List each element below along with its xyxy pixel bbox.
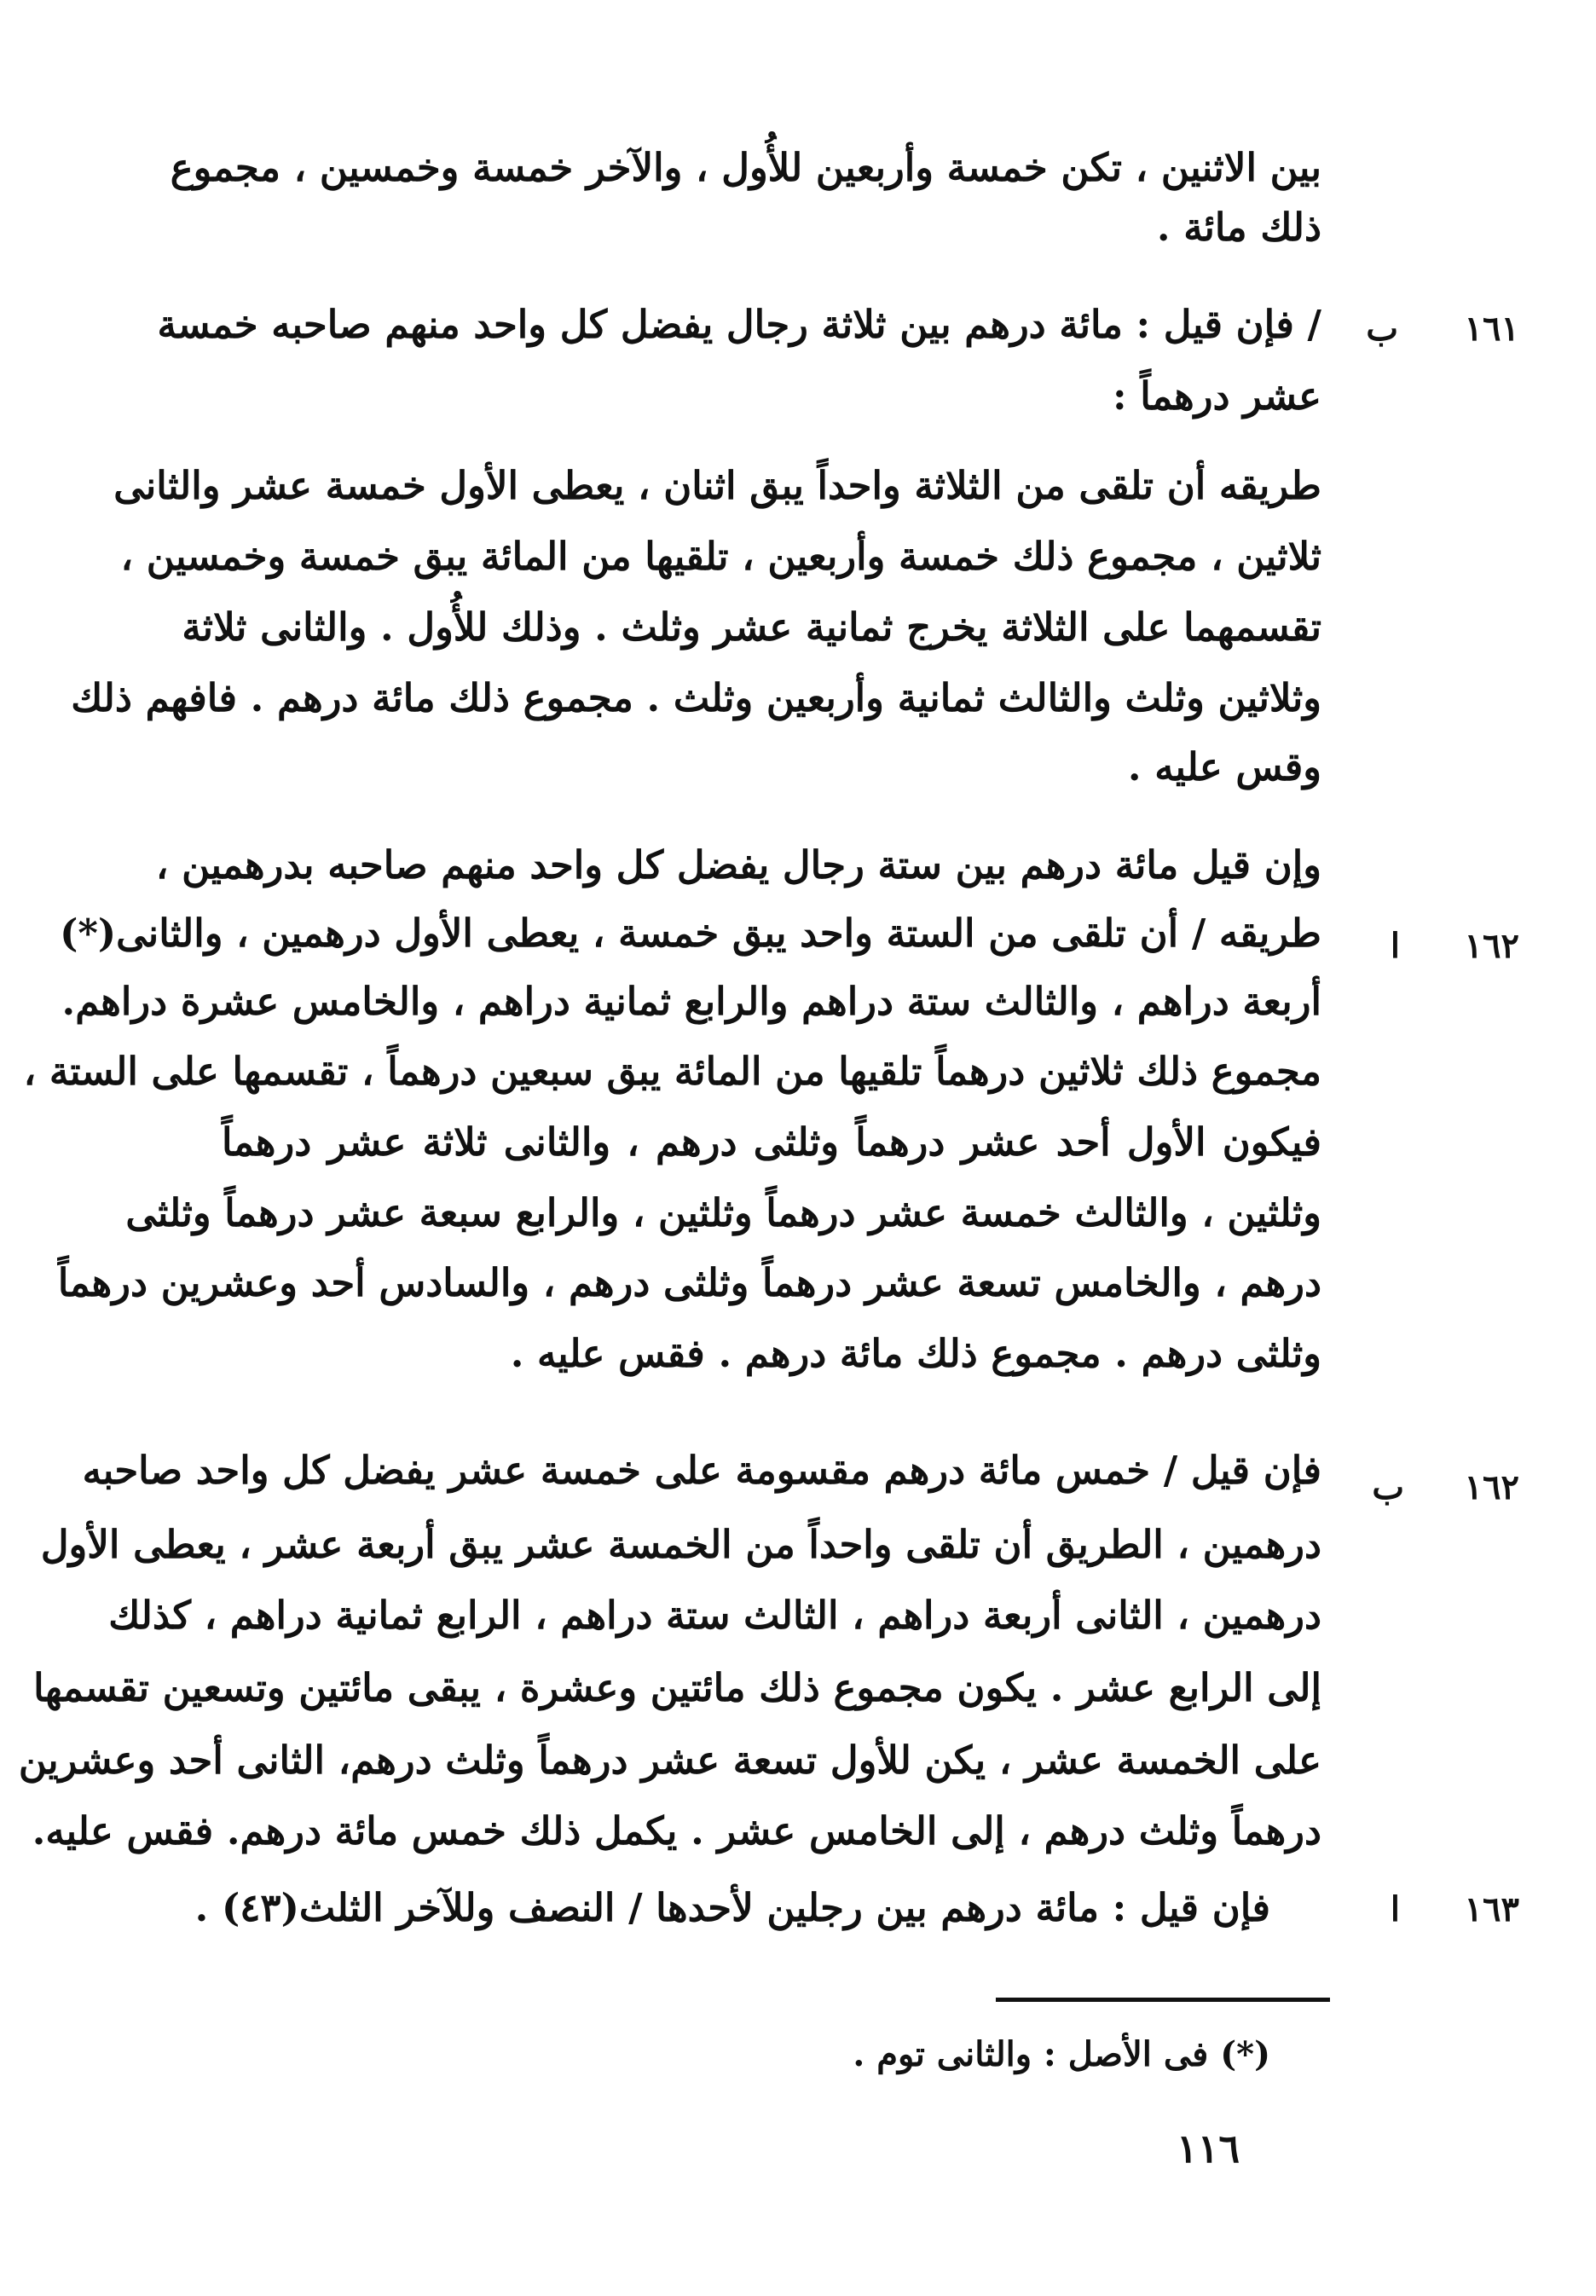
text-line: درهمين ، الثانى أربعة دراهم ، الثالث ستة دراهم ، الرابع ثمانية دراهم ، كذلك — [108, 1593, 1321, 1638]
text-line: درهمين ، الطريق أن تلقى واحداً من الخمسة عشر يبق أربعة عشر ، يعطى الأول — [40, 1522, 1321, 1567]
text-line: وإن قيل مائة درهم بين ستة رجال يفضل كل واحد منهم صاحبه بدرهمين ، — [155, 842, 1321, 888]
footnote-divider — [996, 1998, 1330, 2002]
text-line: تقسمهما على الثلاثة يخرج ثمانية عشر وثلث . وذلك للأُول . والثانى ثلاثة — [182, 604, 1321, 650]
text-line: ذلك مائة . — [1156, 205, 1321, 250]
text-line: درهماً وثلث درهم ، إلى الخامس عشر . يكمل ذلك خمس مائة درهم. فقس عليه. — [32, 1808, 1321, 1854]
margin-note-number: ١٦١ — [1464, 309, 1519, 349]
text-line: أربعة دراهم ، والثالث ستة دراهم والرابع ثمانية دراهم ، والخامس عشرة دراهم. — [61, 979, 1321, 1024]
text-line: وثلاثين وثلث والثالث ثمانية وأربعين وثلث . مجموع ذلك مائة درهم . فافهم ذلك — [71, 675, 1321, 720]
text-line: بين الاثنين ، تكن خمسة وأربعين للأُول ، والآخر خمسة وخمسين ، مجموع — [170, 145, 1321, 190]
text-line: / فإن قيل : مائة درهم بين ثلاثة رجال يفضل كل واحد منهم صاحبه خمسة — [157, 302, 1321, 347]
text-line: طريقه / أن تلقى من الستة واحد يبق خمسة ، يعطى الأول درهمين ، والثانى(*) — [60, 911, 1321, 956]
margin-note-letter: ب — [1366, 309, 1398, 349]
page-number: ١١٦ — [1177, 2125, 1240, 2172]
text-line: فإن قيل / خمس مائة درهم مقسومة على خمسة عشر يفضل كل واحد صاحبه — [82, 1448, 1321, 1493]
margin-note-letter: ا — [1390, 926, 1400, 966]
text-line: فإن قيل : مائة درهم بين رجلين لأحدها / النصف وللآخر الثلث(٤٣) . — [194, 1885, 1270, 1930]
text-line: طريقه أن تلقى من الثلاثة واحداً يبق اثنان ، يعطى الأول خمسة عشر والثانى — [113, 463, 1321, 508]
text-line: وثلثين ، والثالث خمسة عشر درهماً وثلثين ، والرابع سبعة عشر درهماً وثلثى — [125, 1190, 1321, 1235]
margin-note-letter: ب — [1372, 1467, 1404, 1507]
text-line: فيكون الأول أحد عشر درهماً وثلثى درهم ، والثانى ثلاثة عشر درهماً — [222, 1119, 1321, 1165]
margin-note-number: ١٦٣ — [1464, 1889, 1519, 1929]
text-line: عشر درهماً : — [1113, 373, 1321, 419]
text-line: وقس عليه . — [1127, 744, 1321, 789]
text-line: ثلاثين ، مجموع ذلك خمسة وأربعين ، تلقيها من المائة يبق خمسة وخمسين ، — [120, 534, 1321, 579]
text-line: وثلثى درهم . مجموع ذلك مائة درهم . فقس عليه . — [510, 1331, 1321, 1376]
text-line: إلى الرابع عشر . يكون مجموع ذلك مائتين وعشرة ، يبقى مائتين وتسعين تقسمها — [33, 1665, 1321, 1710]
margin-note-letter: ا — [1390, 1889, 1400, 1929]
margin-note-number: ١٦٢ — [1464, 926, 1519, 966]
margin-note-number: ١٦٢ — [1464, 1467, 1519, 1507]
text-line: درهم ، والخامس تسعة عشر درهماً وثلثى درهم ، والسادس أحد وعشرين درهماً — [57, 1260, 1321, 1305]
text-line: على الخمسة عشر ، يكن للأول تسعة عشر درهماً وثلث درهم، الثانى أحد وعشرين — [18, 1738, 1321, 1783]
footnote: (*) فى الأصل : والثانى توم . — [853, 2034, 1270, 2074]
text-line: مجموع ذلك ثلاثين درهماً تلقيها من المائة يبق سبعين درهماً ، تقسمها على الستة ، — [23, 1049, 1321, 1094]
